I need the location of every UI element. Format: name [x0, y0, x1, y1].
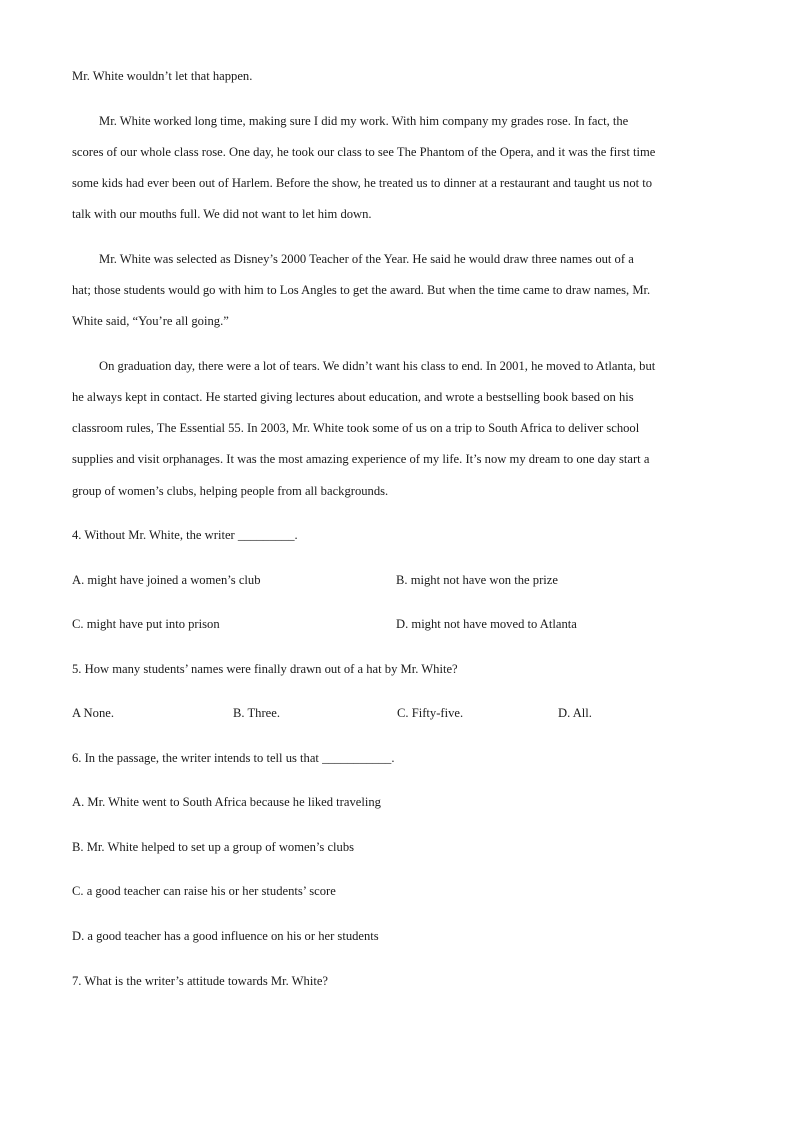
question-5-option-a: A None.: [72, 706, 114, 720]
question-4-option-a: A. might have joined a women’s club: [72, 573, 261, 587]
passage-line: White said, “You’re all going.”: [72, 314, 229, 328]
passage-line: hat; those students would go with him to Los Angles to get the award. But when the time came to draw names, Mr.: [72, 283, 651, 297]
question-4-option-d: D. might not have moved to Atlanta: [396, 617, 577, 631]
question-6-option-c: C. a good teacher can raise his or her students’ score: [72, 884, 336, 898]
question-6-option-b: B. Mr. White helped to set up a group of women’s clubs: [72, 840, 355, 854]
question-5-option-c: C. Fifty-five.: [397, 706, 464, 720]
passage-line: Mr. White wouldn’t let that happen.: [72, 69, 253, 83]
question-4-option-b: B. might not have won the prize: [396, 573, 558, 587]
question-6-option-d: D. a good teacher has a good influence on his or her students: [72, 929, 379, 943]
passage-line: group of women’s clubs, helping people from all backgrounds.: [72, 484, 389, 498]
passage-line: some kids had ever been out of Harlem. Before the show, he treated us to dinner at a restaurant and taught us not to: [72, 176, 653, 190]
question-5-stem: 5. How many students’ names were finally drawn out of a hat by Mr. White?: [72, 662, 458, 676]
passage-line: Mr. White worked long time, making sure I did my work. With him company my grades rose. In fact, the: [99, 114, 629, 128]
question-6-option-a: A. Mr. White went to South Africa because he liked traveling: [72, 795, 381, 809]
passage-line: classroom rules, The Essential 55. In 2003, Mr. White took some of us on a trip to South Africa to deliver school: [72, 421, 640, 435]
question-4-option-c: C. might have put into prison: [72, 617, 220, 631]
passage-line: talk with our mouths full. We did not want to let him down.: [72, 207, 372, 221]
question-7-stem: 7. What is the writer’s attitude towards Mr. White?: [72, 974, 329, 988]
passage-line: supplies and visit orphanages. It was the most amazing experience of my life. It’s now my dream to one day start a: [72, 452, 650, 466]
passage-line: scores of our whole class rose. One day, he took our class to see The Phantom of the Opera, and it was the first time: [72, 145, 656, 159]
question-5-option-b: B. Three.: [233, 706, 280, 720]
question-6-stem: 6. In the passage, the writer intends to tell us that ___________.: [72, 751, 395, 765]
passage-line: he always kept in contact. He started giving lectures about education, and wrote a bestselling book based on his: [72, 390, 634, 404]
passage-line: Mr. White was selected as Disney’s 2000 Teacher of the Year. He said he would draw three names out of a: [99, 252, 634, 266]
question-5-option-d: D. All.: [558, 706, 592, 720]
passage-line: On graduation day, there were a lot of tears. We didn’t want his class to end. In 2001, he moved to Atlanta, but: [99, 359, 656, 373]
question-4-stem: 4. Without Mr. White, the writer _________.: [72, 528, 298, 542]
